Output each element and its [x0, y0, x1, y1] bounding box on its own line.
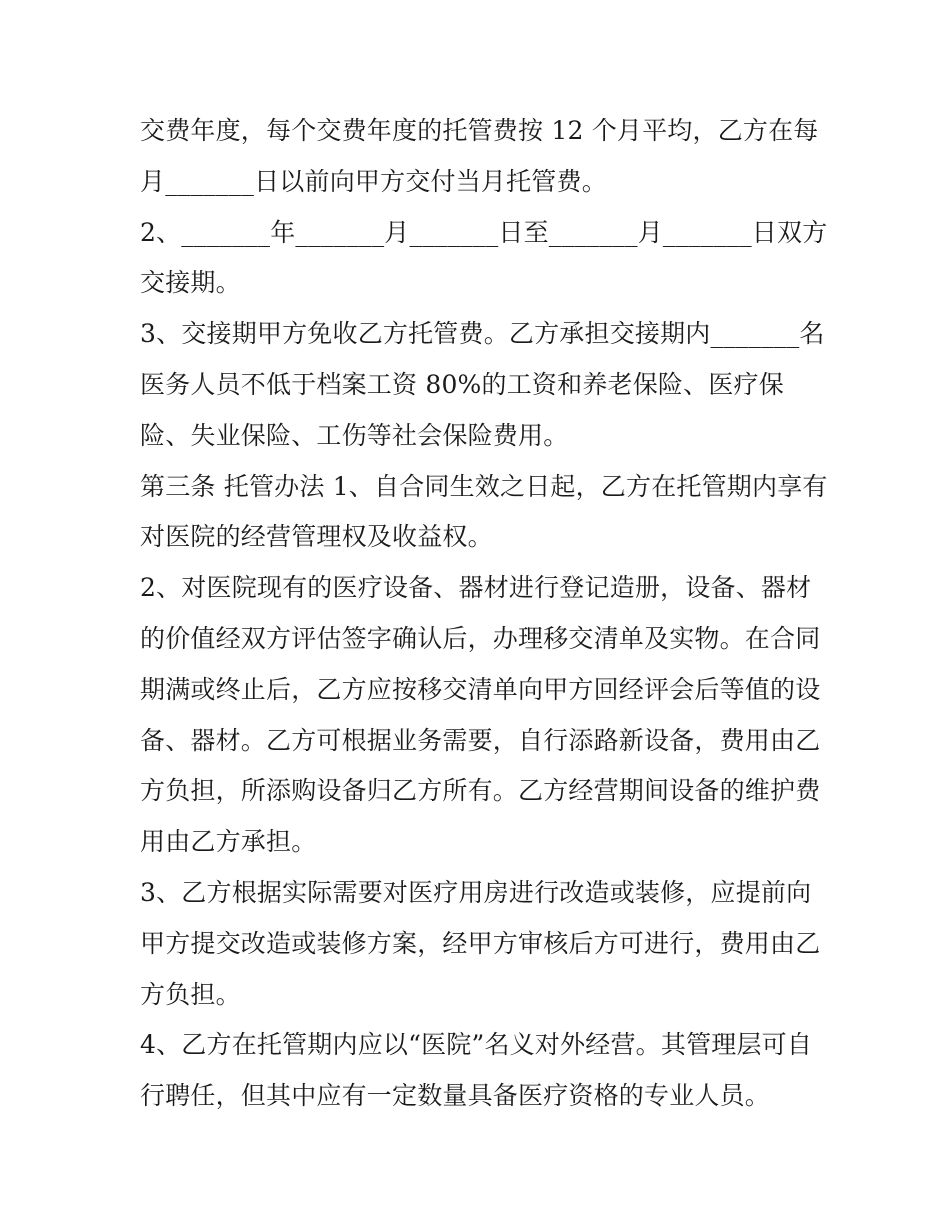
text-line: 方负担，所添购设备归乙方所有。乙方经营期间设备的维护费	[140, 776, 821, 806]
text-line: 备、器材。乙方可根据业务需要，自行添路新设备，费用由乙	[140, 725, 821, 755]
text-line: 险、失业保险、工伤等社会保险费用。	[140, 420, 569, 450]
text-line: 方负担。	[140, 979, 241, 1009]
text-line: 3、乙方根据实际需要对医疗用房进行改造或装修，应提前向	[140, 877, 812, 907]
text-line: 行聘任，但其中应有一定数量具备医疗资格的专业人员。	[140, 1081, 771, 1111]
text-line: 第三条 托管办法 1、自合同生效之日起，乙方在托管期内享有	[140, 471, 828, 501]
text-line: 对医院的经营管理权及收益权。	[140, 522, 493, 552]
text-line: 2、对医院现有的医疗设备、器材进行登记造册，设备、器材	[140, 573, 812, 603]
text-line: 医务人员不低于档案工资 80%的工资和养老保险、医疗保	[140, 369, 784, 399]
text-line: 2、_______年_______月_______日至_______月_______日双方	[140, 217, 828, 247]
text-line: 甲方提交改造或装修方案，经甲方审核后方可进行，费用由乙	[140, 928, 821, 958]
text-line: 3、交接期甲方免收乙方托管费。乙方承担交接期内_______名	[140, 319, 825, 349]
text-line: 期满或终止后，乙方应按移交清单向甲方回经评会后等值的设	[140, 674, 821, 704]
text-line: 交接期。	[140, 268, 241, 298]
document-body	[140, 106, 828, 1122]
text-line: 交费年度，每个交费年度的托管费按 12 个月平均，乙方在每	[140, 116, 819, 145]
text-line: 4、乙方在托管期内应以“医院”名义对外经营。其管理层可自	[140, 1030, 813, 1060]
text-line: 的价值经双方评估签字确认后，办理移交清单及实物。在合同	[140, 623, 821, 653]
text-line: 月_______日以前向甲方交付当月托管费。	[140, 166, 607, 196]
text-line: 用由乙方承担。	[140, 827, 317, 857]
